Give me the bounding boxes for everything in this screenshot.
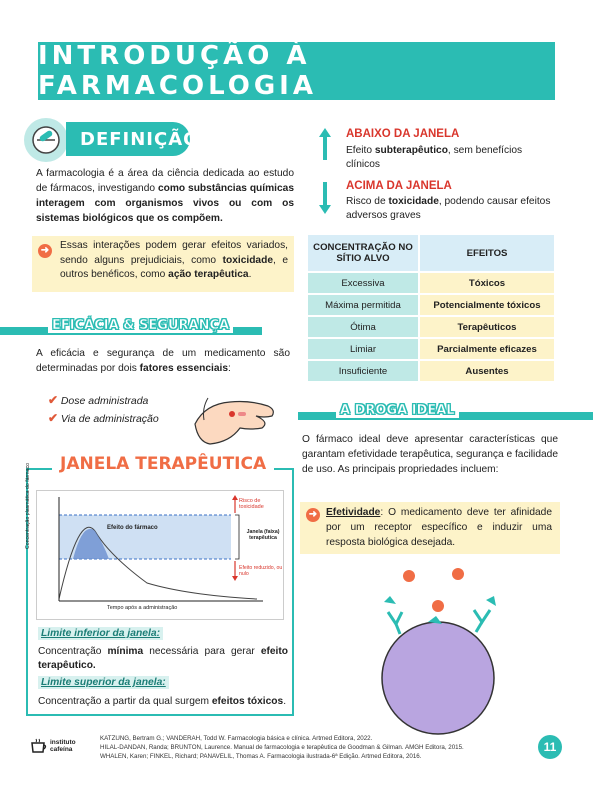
text-bold: ação terapêutica <box>168 269 249 280</box>
text-bold: toxicidade <box>388 196 439 207</box>
chart-ylabel: Concentração plasmática do fármaco <box>25 463 31 549</box>
above-window-title: ACIMA DA JANELA <box>346 180 452 192</box>
arrow-right-icon: ➜ <box>306 508 320 522</box>
arrow-up-icon <box>318 126 332 165</box>
list-item <box>48 393 148 407</box>
logo-text <box>50 739 76 753</box>
low-arrowhead <box>232 576 238 581</box>
table-cell: Ausentes <box>420 361 554 381</box>
effects-table-wrapper <box>306 233 556 383</box>
text-span: Concentração <box>38 646 108 657</box>
table-row <box>308 339 554 359</box>
chart-svg <box>37 491 283 619</box>
text-span: Essas interações podem gerar efeitos variados, sendo alguns prejudiciais, como <box>60 240 288 266</box>
upper-limit-title <box>38 677 169 688</box>
text-span: : O medicamento deve ter afinidade por um receptor específico e induzir uma resposta biológica desejada. <box>326 507 552 548</box>
above-window-text <box>346 195 556 223</box>
text-span: , podendo causar efeitos adversos graves <box>346 196 551 221</box>
section-title-droga-ideal: A DROGA IDEAL <box>336 403 459 418</box>
table-header: CONCENTRAÇÃO NO SÍTIO ALVO <box>308 235 418 271</box>
definicao-paragraph <box>36 166 294 226</box>
upper-limit-label: Limite superior da janela: <box>38 676 169 689</box>
upper-limit-text <box>38 694 288 709</box>
text-bold: fatores essenciais <box>139 363 228 374</box>
section-title-eficacia: EFICÁCIA & SEGURANÇA <box>48 318 233 333</box>
text-bold: toxicidade <box>222 254 273 266</box>
logo-line: cafeína <box>50 746 73 753</box>
below-window-text <box>346 144 556 172</box>
droga-ideal-paragraph: O fármaco ideal deve apresentar características que garantam efetividade terapêutica, segurança e facilidade de uso. As principais propriedades incluem: <box>302 434 558 475</box>
arrow-right-icon: ➜ <box>38 244 52 258</box>
arrow-down-icon <box>318 180 332 219</box>
text-span: Concentração a partir da qual surgem <box>38 696 212 707</box>
toxic-arrowhead <box>232 495 238 500</box>
lower-limit-label: Limite inferior da janela: <box>38 627 163 640</box>
text-span: necessária para gerar <box>143 646 261 657</box>
list-item-label: Dose administrada <box>60 395 149 407</box>
references <box>100 734 520 761</box>
coffee-cup-icon <box>30 738 48 754</box>
text-span: Risco de <box>346 196 389 207</box>
text-span: . <box>248 269 252 280</box>
table-cell: Terapêuticos <box>420 317 554 337</box>
table-cell: Limiar <box>308 339 418 359</box>
page-title: INTRODUÇÃO À FARMACOLOGIA <box>38 41 317 101</box>
table-cell: Máxima permitida <box>308 295 418 315</box>
text-bold: efeitos tóxicos <box>211 696 284 707</box>
chart-window-label: Janela (faixa) terapêutica <box>246 529 280 541</box>
table-header: EFEITOS <box>420 235 554 271</box>
text-bold: Efetividade <box>326 507 381 518</box>
table-row <box>308 273 554 293</box>
text-span: , e outros benéficos, como <box>60 254 289 280</box>
table-row <box>308 317 554 337</box>
chart-xlabel: Tempo após a administração <box>107 605 178 611</box>
definicao-callout <box>32 236 294 292</box>
list-item-label: Via de administração <box>60 413 159 425</box>
hand-with-pill-illustration <box>190 384 280 454</box>
text-span: : <box>228 363 231 374</box>
pill-icon <box>24 118 68 162</box>
table-cell: Potencialmente tóxicos <box>420 295 554 315</box>
text-bold: mínima <box>107 646 144 657</box>
table-cell: Excessiva <box>308 273 418 293</box>
list-item <box>48 411 159 425</box>
text-span: A farmacologia é a área da ciência dedicada ao estudo de fármacos, investigando <box>36 168 294 194</box>
reference-line: KATZUNG, Bertram G.; VANDERAH, Todd W. Farmacologia básica e clínica. Artmed Editora, 2022. <box>100 735 373 742</box>
section-header-definicao <box>66 122 200 156</box>
page-title-banner <box>38 42 555 100</box>
cell-receptor-illustration <box>366 566 506 736</box>
text-span: Efeito <box>346 145 375 156</box>
text-span: , sem benefícios clínicos <box>346 145 523 170</box>
table-cell: Insuficiente <box>308 361 418 381</box>
table-cell: Tóxicos <box>420 273 554 293</box>
table-cell: Ótima <box>308 317 418 337</box>
window-bracket <box>235 515 239 559</box>
text-span: A eficácia e segurança de um medicamento são determinadas por dois <box>36 348 290 374</box>
text-span: . <box>283 696 287 707</box>
logo <box>30 738 48 757</box>
table-cell: Parcialmente eficazes <box>420 339 554 359</box>
lower-limit-text <box>38 645 288 673</box>
checkmark-icon: ✔ <box>48 411 59 425</box>
text-bold: subterapêutico <box>374 145 448 156</box>
below-window-title: ABAIXO DA JANELA <box>346 128 460 140</box>
chart-effect-label: Efeito do fármaco <box>107 525 158 531</box>
page-number: 11 <box>538 735 562 759</box>
table-header-row <box>308 235 554 271</box>
text-bold: efeito terapêutico. <box>38 646 288 671</box>
chart-low-label: Efeito reduzido, ou nulo <box>239 565 283 577</box>
checkmark-icon: ✔ <box>48 393 59 407</box>
eficacia-paragraph <box>36 346 290 376</box>
reference-line: HILAL-DANDAN, Randa; BRUNTON, Laurence. Manual de farmacologia e terapêutica de Goodman & Gilman. AMGH Editora, 2015. <box>100 744 464 751</box>
lower-limit-title <box>38 628 163 639</box>
reference-line: WHALEN, Karen; FINKEL, Richard; PANAVELIL, Thomas A. Farmacologia ilustrada-6ª Edição. Artmed Editora, 2016. <box>100 753 422 760</box>
chart-toxic-label: Risco de toxicidade <box>239 498 264 510</box>
section-title-janela: JANELA TERAPÊUTICA <box>52 454 274 474</box>
droga-ideal-callout <box>300 502 560 554</box>
table-row <box>308 361 554 381</box>
table-row <box>308 295 554 315</box>
section-title-definicao: DEFINIÇÃO <box>80 128 200 150</box>
logo-line: instituto <box>50 739 76 746</box>
text-bold: como substâncias químicas interagem com organismos vivos ou com os sistemas biológicos que os compõem. <box>36 183 294 224</box>
effects-table <box>306 233 556 383</box>
